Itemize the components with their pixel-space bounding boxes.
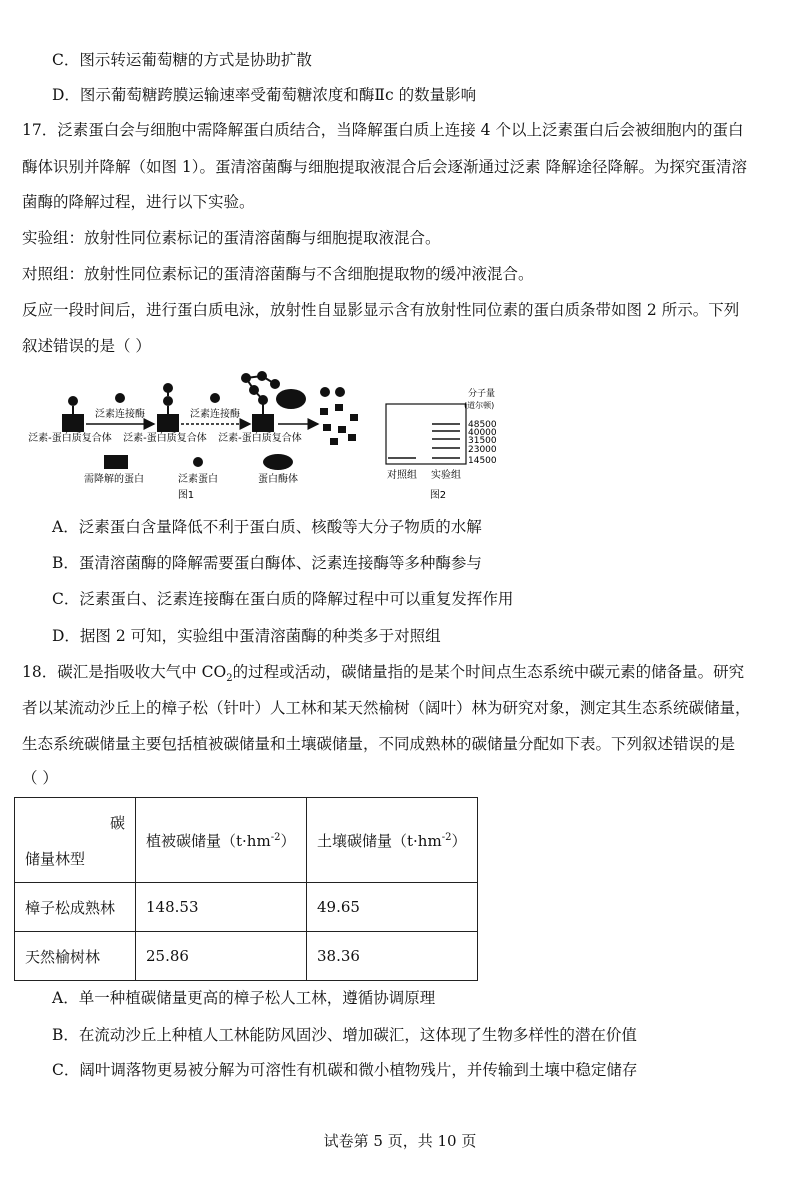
row-name: 天然榆树林: [15, 932, 136, 981]
row-soil-value: 49.65: [307, 883, 478, 932]
legend-ubiquitin-label: 泛素蛋白: [178, 474, 218, 485]
q18-stem-line2: 者以某流动沙丘上的樟子松（针叶）人工林和某天然榆树（阔叶）林为研究对象，测定其生态系统碳储量，: [22, 699, 751, 717]
q17-option-b: B．蛋清溶菌酶的降解需要蛋白酶体、泛素连接酶等多种酶参与: [52, 554, 482, 572]
ub-protein-complex-1: [62, 396, 84, 432]
gel-frame: [386, 404, 466, 464]
ub-protein-complex-2: [157, 383, 179, 432]
degraded-fragments: [320, 387, 358, 445]
row-name: 樟子松成熟林: [15, 883, 136, 932]
mw-axis-title: 分子量: [468, 389, 496, 399]
q18-option-c: C．阔叶调落物更易被分解为可溶性有机碳和微小植物残片，并传输到土壤中稳定储存: [52, 1061, 638, 1079]
q17-stem-line6: 反应一段时间后，进行蛋白质电泳，放射性自显影显示含有放射性同位素的蛋白质条带如图 2 所示。下列: [22, 301, 740, 319]
mw-axis-unit: (道尔顿): [464, 401, 495, 410]
figure-2: [386, 387, 497, 501]
page-footer: 试卷第 5 页，共 10 页: [323, 1132, 477, 1150]
legend-ubiquitin-shape: [193, 457, 203, 467]
complex-label-2: 泛素-蛋白质复合体: [123, 433, 207, 444]
table-corner-cell: [15, 798, 136, 883]
figure-2-caption: 图2: [429, 490, 447, 501]
corner-top-label: 碳: [109, 814, 125, 832]
q17-stem-line1: 17．泛素蛋白会与细胞中需降解蛋白质结合，当降解蛋白质上连接 4 个以上泛素蛋白后会被细胞内的蛋白: [22, 121, 744, 139]
free-ubiquitin-1: [115, 393, 125, 403]
mw-marker-23000: 23000: [468, 445, 497, 455]
arrow-1-label: 泛素连接酶: [95, 409, 145, 420]
header-veg-carbon: 植被碳储量$(t\cdot hm^{-2})$: [136, 798, 307, 883]
q17-stem-line7: 叙述错误的是（ ）: [22, 337, 151, 355]
mw-marker-14500: 14500: [468, 456, 497, 466]
arrow-2-label: 泛素连接酶: [190, 409, 240, 420]
q16-option-d: D．图示葡萄糖跨膜运输速率受葡萄糖浓度和酶Ⅱc 的数量影响: [52, 86, 477, 104]
header-soil-carbon: 土壤碳储量$(t\cdot hm^{-2})$: [307, 798, 478, 883]
figure-1-caption: 图1: [177, 490, 195, 501]
q18-stem-line3: 生态系统碳储量主要包括植被碳储量和土壤碳储量，不同成熟林的碳储量分配如下表。下列叙述错误的是: [22, 735, 736, 753]
q17-figure: [20, 368, 500, 508]
row-veg-value: 25.86: [136, 932, 307, 981]
figure-1: [28, 371, 358, 501]
q17-option-a: A．泛素蛋白含量降低不利于蛋白质、核酸等大分子物质的水解: [52, 518, 482, 536]
q17-stem-line3: 菌酶的降解过程，进行以下实验。: [22, 193, 255, 211]
proteasome-shape: [276, 389, 306, 409]
mw-marker-31500: 31500: [468, 436, 497, 446]
q17-control-group: 对照组：放射性同位素标记的蛋清溶菌酶与不含细胞提取物的缓冲液混合。: [22, 265, 534, 283]
lane-control-label: 对照组: [387, 470, 417, 481]
q17-experiment-group: 实验组：放射性同位素标记的蛋清溶菌酶与细胞提取液混合。: [22, 229, 441, 247]
mw-marker-40000: 40000: [468, 428, 497, 438]
mw-marker-48500: 48500: [468, 420, 497, 430]
table-header-row: [15, 798, 478, 883]
q16-option-c: C．图示转运葡萄糖的方式是协助扩散: [52, 51, 312, 69]
q18-stem-line4: （ ）: [22, 769, 58, 787]
legend-substrate-label: 需降解的蛋白: [84, 474, 144, 485]
table-row: [15, 883, 478, 932]
row-soil-value: 38.36: [307, 932, 478, 981]
complex-label-3: 泛素-蛋白质复合体: [218, 433, 302, 444]
corner-bottom-label: 储量林型: [25, 850, 86, 868]
q17-option-c: C．泛素蛋白、泛素连接酶在蛋白质的降解过程中可以重复发挥作用: [52, 590, 514, 608]
ub-protein-complex-3: [241, 371, 280, 432]
q17-option-d: D．据图 2 可知，实验组中蛋清溶菌酶的种类多于对照组: [52, 627, 441, 645]
legend-proteasome-label: 蛋白酶体: [258, 474, 298, 485]
row-veg-value: 148.53: [136, 883, 307, 932]
legend-substrate-shape: [104, 455, 128, 469]
q17-stem-line2: 酶体识别并降解（如图 1）。蛋清溶菌酶与细胞提取液混合后会逐渐通过泛素 降解途径降解。为探究蛋清溶: [22, 158, 747, 176]
lane-exp-label: 实验组: [431, 470, 461, 481]
table-row: [15, 932, 478, 981]
legend-proteasome-shape: [263, 454, 293, 470]
q18-stem-line1: 18．碳汇是指吸收大气中 $CO_2$的过程或活动，碳储量指的是某个时间点生态系统中碳元素的储备量。研究: [22, 663, 745, 685]
complex-label-1: 泛素-蛋白质复合体: [28, 433, 112, 444]
q18-option-a: A．单一种植碳储量更高的樟子松人工林，遵循协调原理: [52, 989, 436, 1007]
free-ubiquitin-2: [210, 393, 220, 403]
q18-option-b: B．在流动沙丘上种植人工林能防风固沙、增加碳汇，这体现了生物多样性的潜在价值: [52, 1026, 637, 1044]
carbon-storage-table: [14, 797, 478, 981]
